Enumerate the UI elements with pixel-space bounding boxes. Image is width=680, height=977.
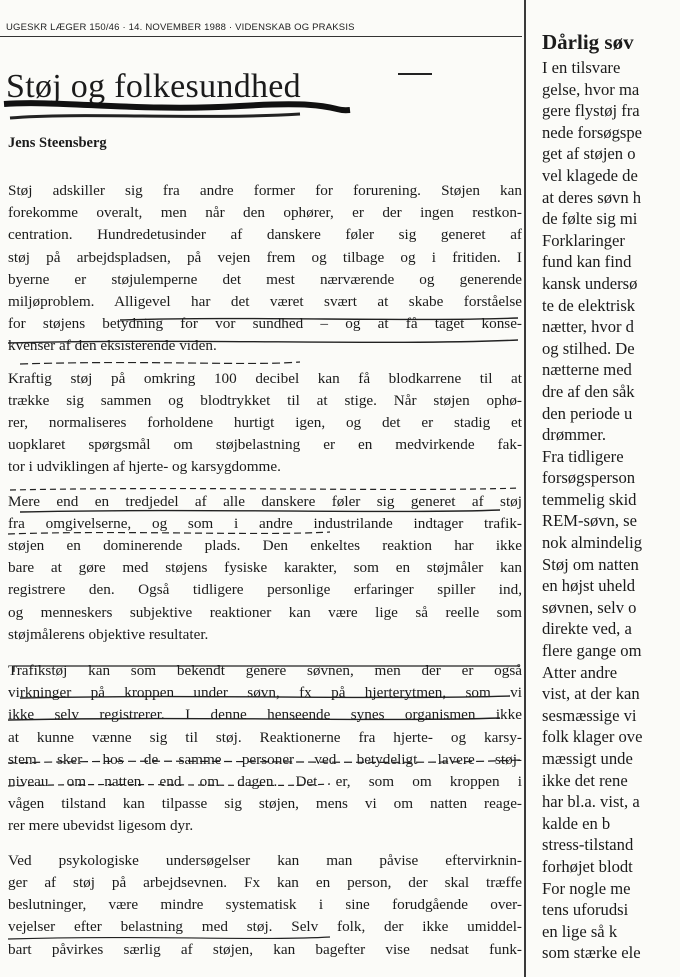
paragraph-line: trække sig sammen og blodtrykket til at stige. Når støjen ophø- <box>8 391 522 409</box>
article-paragraph <box>8 850 522 961</box>
paragraph-line: stem sker hos de samme personer ved betydeligt lavere støj- <box>8 750 522 768</box>
paragraph-line: fra omgivelserne, og som i andre industrilande indtager trafik- <box>8 514 522 532</box>
sidebar-heading: Dårlig søv <box>542 30 634 54</box>
paragraph-line: beslutninger, være mindre systematisk i sine forudgående over- <box>8 896 522 914</box>
paragraph-line: bare at gøre med støjens fysiske karakter, som en støjmåler kan <box>8 559 522 577</box>
paragraph-line: rer, normaliseres forholdene hurtigt igen, og det er stadig et <box>8 414 522 432</box>
paragraph-line: uopklaret spørgsmål om støjbelastning er en medvirkende fak- <box>8 436 522 454</box>
sidebar-line: dre af den såk <box>542 381 635 401</box>
paragraph-line: virkninger på kroppen under søvn, fx på hjerterytmen, som vi <box>8 684 522 702</box>
sidebar-line: flere gange om <box>542 641 642 661</box>
paragraph-line: kvenser af den eksisterende viden. <box>8 337 217 355</box>
sidebar-line: folk klager ove <box>542 727 643 747</box>
paragraph-line: niveau om natten end om dagen. Det er, som om kroppen i <box>8 773 522 791</box>
sidebar-line: har bl.a. vist, a <box>542 792 640 812</box>
sidebar-line: REM-søvn, se <box>542 511 637 531</box>
sidebar-line: at deres søvn h <box>542 187 642 207</box>
column-divider <box>524 0 526 977</box>
paragraph-line: vågen tilstand kan tilpasse sig støjen, mens vi om natten reage- <box>8 795 522 813</box>
article-title: Støj og folkesundhed <box>6 68 301 105</box>
paragraph-line: støjmålerens objektive resultater. <box>8 625 209 643</box>
paragraph-line: for støjens betydning for vor sundhed – og at få taget konse- <box>8 315 522 333</box>
sidebar-line: vist, at der kan <box>542 684 640 704</box>
sidebar-line: og stilhed. De <box>542 338 635 358</box>
article-paragraph <box>8 491 522 646</box>
article-body <box>8 180 522 961</box>
sidebar-line: I en tilsvare <box>542 58 621 77</box>
sidebar-line: Fra tidligere <box>542 446 624 466</box>
sidebar-line: som stærke ele <box>542 943 641 963</box>
paragraph-line: ikke selv registrerer. I denne henseende synes organismen ikke <box>8 706 522 724</box>
paragraph-line: forekomme overalt, men når den ophører, er der ingen restkon- <box>8 204 522 222</box>
sidebar-line: gelse, hvor ma <box>542 79 640 99</box>
sidebar-line: nede forsøgspe <box>542 122 642 142</box>
sidebar-line: nætterne med <box>542 360 632 380</box>
sidebar-line: get af støjen o <box>542 144 636 164</box>
paragraph-line: støjen en dominerende plads. Den enkeltes reaktion har ikke <box>8 537 522 555</box>
paragraph-line: Trafikstøj kan som bekendt genere søvnen, men der er også <box>8 662 522 680</box>
paragraph-line: at kunne vænne sig til støj. Reaktionerne fra hjerte- og karsy- <box>8 728 522 746</box>
sidebar-line: stress-tilstand <box>542 835 634 855</box>
sidebar-line: Atter andre <box>542 662 618 682</box>
paragraph-line: centration. Hundredetusinder af danskere føler sig generet af <box>8 226 522 244</box>
sidebar-line: nok almindelig <box>542 533 643 553</box>
sidebar-line: søvnen, selv o <box>542 597 637 617</box>
paragraph-line: og menneskers subjektive reaktioner kan være lige så reelle som <box>8 603 522 621</box>
sidebar-line: en lige så k <box>542 921 618 941</box>
article-paragraph <box>8 660 522 838</box>
sidebar-line: ikke det rene <box>542 770 628 790</box>
sidebar-line: forhøjet blodt <box>542 856 633 876</box>
sidebar-line: sesmæssige vi <box>542 705 637 725</box>
sidebar-line: fund kan find <box>542 252 632 272</box>
paragraph-line: vejelser efter belastning med støj. Selv folk, der ikke umiddel- <box>8 918 522 936</box>
paragraph-line: Støj adskiller sig fra andre former for forurening. Støjen kan <box>8 182 522 199</box>
sidebar-line: For nogle me <box>542 878 631 898</box>
title-underline-mark-2 <box>10 114 300 118</box>
sidebar-line: de følte sig mi <box>542 209 638 229</box>
sidebar-line: nætter, hvor d <box>542 317 634 337</box>
sidebar-line: direkte ved, a <box>542 619 632 639</box>
article-paragraph <box>8 368 522 479</box>
sidebar-line: gere flystøj fra <box>542 101 640 121</box>
sidebar-line: den periode u <box>542 403 633 423</box>
paragraph-line: miljøproblem. Alligevel har det været svært at skabe forståelse <box>8 293 522 311</box>
sidebar-line: kalde en b <box>542 813 611 833</box>
sidebar-line: temmelig skid <box>542 489 637 509</box>
sidebar-line: en højst uheld <box>542 576 636 596</box>
paragraph-line: rer mere ubevidst ligesom dyr. <box>8 817 194 835</box>
sidebar-line: forsøgsperson <box>542 468 636 488</box>
paragraph-line: tor i udviklingen af hjerte- og karsygdomme. <box>8 458 281 476</box>
paragraph-line: registrere den. Også tidligere personlige erfaringer spiller ind, <box>8 581 522 599</box>
paragraph-line: støj på arbejdspladsen, på vejen frem og tilbage og i fritiden. I <box>8 248 522 266</box>
sidebar-line: kansk undersø <box>542 273 638 293</box>
paragraph-line: Kraftig støj på omkring 100 decibel kan få blodkarrene til at <box>8 369 522 387</box>
sidebar-line: te de elektrisk <box>542 295 636 315</box>
sidebar-column <box>542 30 680 964</box>
paragraph-line: Mere end en tredjedel af alle danskere føler sig generet af støj <box>8 492 522 510</box>
sidebar-line: drømmer. <box>542 425 607 445</box>
sidebar-line: Forklaringer <box>542 230 625 250</box>
running-head: UGESKR LÆGER 150/46 · 14. NOVEMBER 1988 · VIDENSKAB OG PRAKSIS <box>6 22 355 33</box>
article-author: Jens Steensberg <box>8 135 107 151</box>
sidebar-body <box>542 57 680 964</box>
article-paragraph <box>8 180 522 358</box>
paragraph-line: bart påvirkes særlig af støjen, kan bagefter vise nedsat funk- <box>8 940 522 958</box>
paragraph-line: byerne er støjulemperne det mest nærværende og generende <box>8 270 522 288</box>
sidebar-line: vel klagede de <box>542 165 638 185</box>
header-rule <box>0 36 522 37</box>
paragraph-line: Ved psykologiske undersøgelser kan man påvise eftervirknin- <box>8 851 522 869</box>
sidebar-line: Støj om natten <box>542 554 639 574</box>
sidebar-line: tens uforudsi <box>542 900 629 920</box>
paragraph-line: ger af støj på arbejdsevnen. Fx kan en person, der skal træffe <box>8 873 522 891</box>
sidebar-line: mæssigt unde <box>542 749 633 768</box>
